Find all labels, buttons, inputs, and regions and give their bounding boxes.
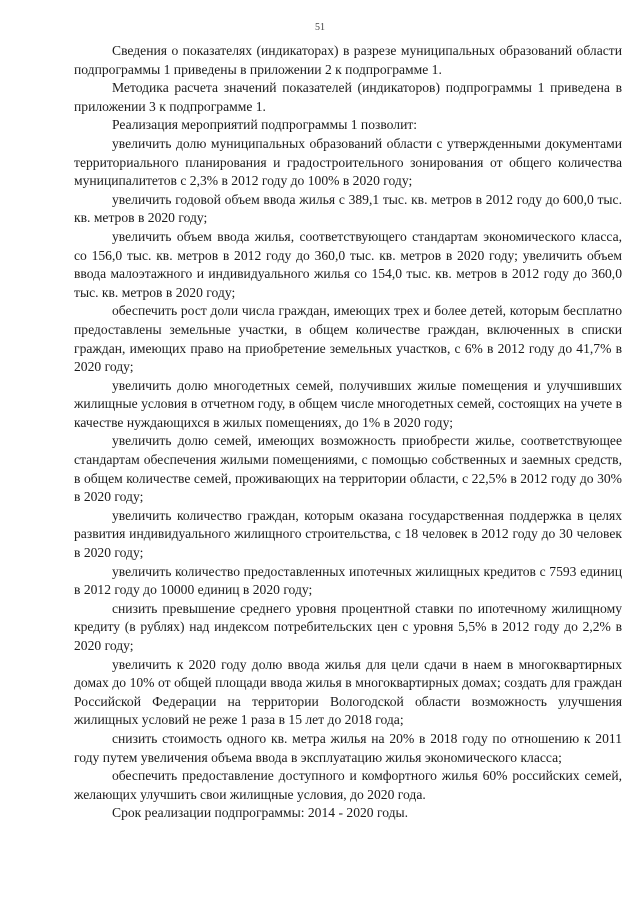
paragraph: увеличить количество граждан, которым оказана государственная поддержка в целях развития индивидуального жилищного строительства, с 18 человек в 2012 году до 30 человек в 2020 году;	[74, 507, 622, 561]
paragraph: увеличить объем ввода жилья, соответствующего стандартам экономического класса, со 156,0 тыс. кв. метров в 2012 году до 360,0 тыс. кв. метров в 2020 году; увеличить объем ввода малоэтажного и индивидуального жилья со 154,0 тыс. кв. метров в 2012 году до 360,0 тыс. кв. метров в 2020 году;	[74, 228, 622, 300]
paragraph: снизить превышение среднего уровня процентной ставки по ипотечному жилищному кредиту (в рублях) над индексом потребительских цен с уровня 5,5% в 2012 году до 2,2% в 2020 году;	[74, 600, 622, 653]
paragraph: увеличить годовой объем ввода жилья с 389,1 тыс. кв. метров в 2012 году до 600,0 тыс. кв. метров в 2020 году;	[74, 191, 622, 226]
paragraph: Реализация мероприятий подпрограммы 1 позволит:	[112, 117, 418, 133]
paragraph: увеличить долю многодетных семей, получивших жилые помещения и улучшивших жилищные условия в отчетном году, в общем числе многодетных семей, состоящих на учете в качестве нуждающихся в жилых помещениях, до 1% в 2020 году;	[74, 377, 622, 430]
paragraph: снизить стоимость одного кв. метра жилья на 20% в 2018 году по отношению к 2011 году путем увеличения объема ввода в эксплуатацию жилья экономического класса;	[74, 730, 622, 765]
body-text	[74, 42, 622, 823]
paragraph: увеличить долю муниципальных образований области с утвержденными документами территориального планирования и градостроительного зонирования от общего количества муниципалитетов с 2,3% в 2012 году до 100% в 2020 году;	[74, 135, 622, 189]
paragraph: увеличить долю семей, имеющих возможность приобрести жилье, соответствующее стандартам обеспечения жилыми помещениями, с помощью собственных и заемных средств, в общем количестве семей, проживающих на территории области, с 22,5% в 2012 году до 30% в 2020 году;	[74, 433, 622, 505]
paragraph: обеспечить рост доли числа граждан, имеющих трех и более детей, которым бесплатно предоставлены земельные участки, в общем количестве граждан, включенных в списки граждан, имеющих право на приобретение земельных участков, с 6% в 2012 году до 41,7% в 2020 году;	[74, 303, 622, 375]
page-number: 51	[315, 22, 325, 33]
paragraph: увеличить количество предоставленных ипотечных жилищных кредитов с 7593 единиц в 2012 году до 10000 единиц в 2020 году;	[74, 563, 622, 598]
paragraph: Срок реализации подпрограммы: 2014 - 2020 годы.	[112, 805, 409, 821]
paragraph: увеличить к 2020 году долю ввода жилья для цели сдачи в наем в многоквартирных домах до 10% от общей площади ввода жилья в многоквартирных домах; создать для граждан Российской Федерации на территории Вологодской области возможность улучшения жилищных условий не реже 1 раза в 15 лет до 2018 года;	[74, 656, 622, 728]
paragraph: Сведения о показателях (индикаторах) в разрезе муниципальных образований области подпрограммы 1 приведены в приложении 2 к подпрограмме 1.	[74, 43, 622, 77]
paragraph: обеспечить предоставление доступного и комфортного жилья 60% российских семей, желающих улучшить свои жилищные условия, до 2020 года.	[74, 768, 622, 802]
paragraph: Методика расчета значений показателей (индикаторов) подпрограммы 1 приведена в приложении 3 к подпрограмме 1.	[74, 80, 622, 114]
